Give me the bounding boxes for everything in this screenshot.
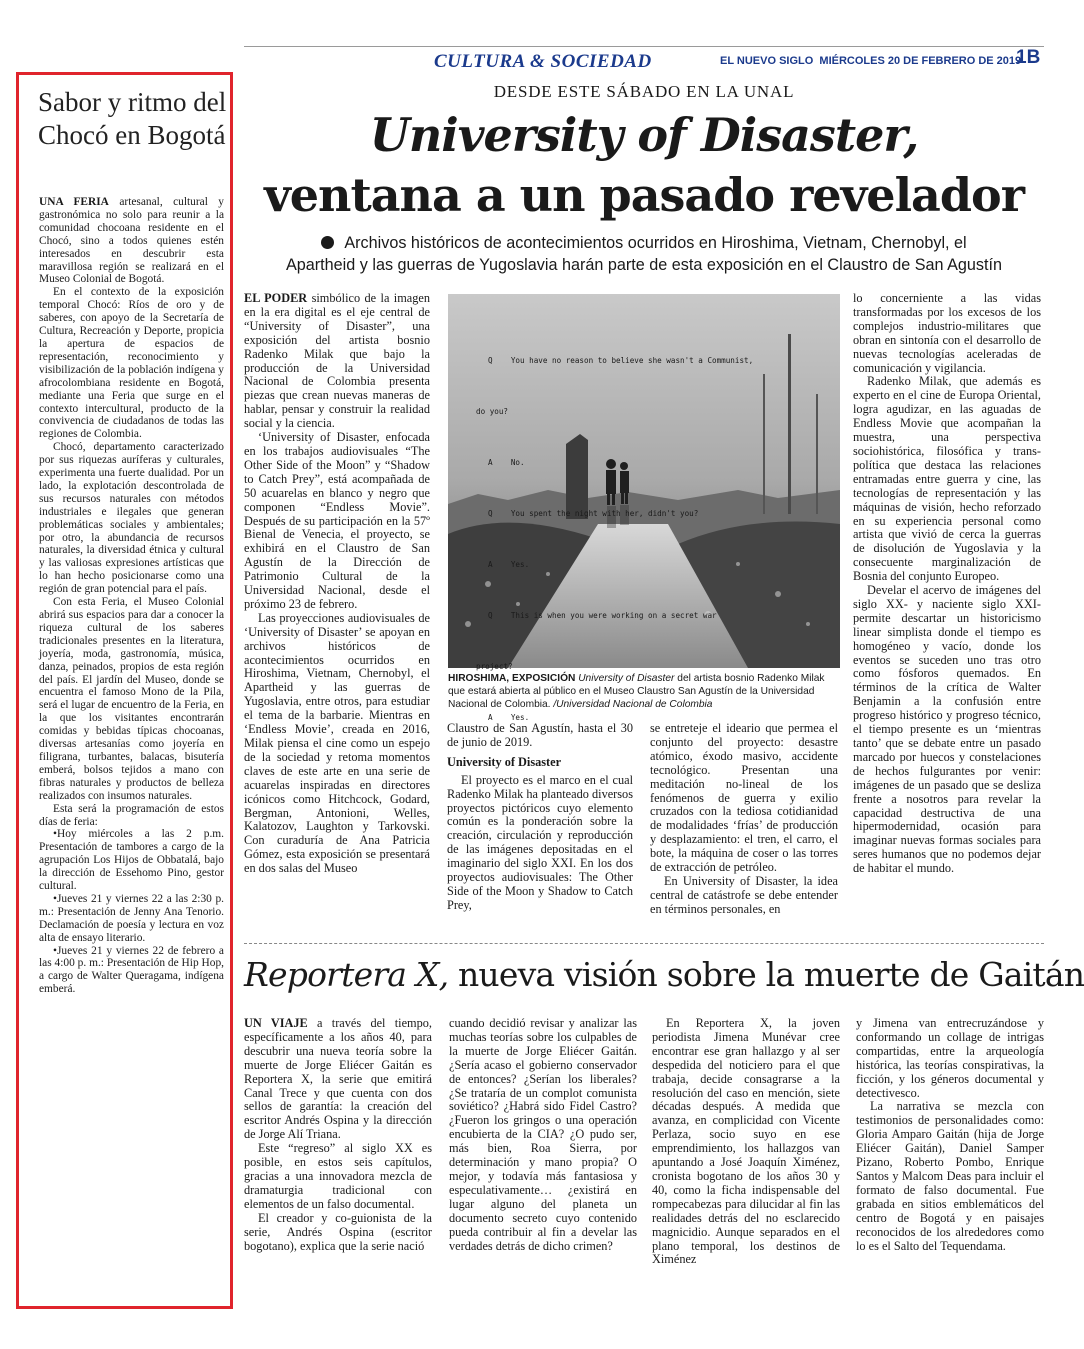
sidebar-paragraph: Con esta Feria, el Museo Colonial abrirá sus espacios para dar a conocer la riqueza cultural de los saberes tradicionales presentes en la literatura, joyería, moda, gastronomía, música, danza, peinados, propios de esta región del país. El jardín del Museo, donde se encuentra el famoso Mono de la Pila, será el lugar de encuentro de la Feria, en la que los visitantes encontrarán comidas y bebidas típicas chocoanas, diversas artesanías como joyería en filigrana, turbantes, balacas, bisutería emberá, bolsos tejidos a mano con fibras naturales y productos de belleza realizados con insumos naturales. <box>39 596 224 802</box>
sidebar-paragraph: Esta será la programación de estos días de feria: <box>39 802 224 828</box>
bullet-icon <box>321 236 334 249</box>
article-paragraph: Radenko Milak, que además es experto en el cine de Europa Oriental, logra agudizar, en las aguadas de Endless Movie que acompañan la muestra, una perspectiva sociohistórica, filosófica y trans-política que destaca las relaciones entramadas entre guerra y cine, las tecnologías de representación y las máquinas de visión, hecho reforzado en su experiencia personal como artista que vivió de cerca la guerras de disolución de Yugoslavia y la consecuente marginalización de Bosnia del conjunto Europeo. <box>853 374 1041 584</box>
article-paragraph: Las proyecciones audiovisuales de ‘University of Disaster’ se apoyan en archivos históricos de acontecimientos ocurridos en Hiroshima, Vietnam, Chernobyl, el Apartheid y las guerras de Yugoslavia, entre otros, para estudiar el tema de la barbarie. Mientras en ‘Endless Movie’, creada en 2016, Milak piensa el cine como un espejo de la sociedad y retoma momentos claves de este arte en una serie de acuarelas inspiradas en directores icónicos como Hitchcock, Godard, Bergman, Antonioni, Welles, Kalatozov, Laughton y Tarkovski. Con curaduría de Ana Patricia Gómez, esta exposición se presentará en dos salas del Museo <box>244 610 430 876</box>
second-article-column-2: cuando decidió revisar y analizar las muchas teorías sobre los culpables de la muerte de Jorge Eliécer Gaitán. ¿Sería acaso el gobierno conservador de entonces? ¿Serían los liberales? ¿Se trataría de un complot comunista soviético? ¿Habrá sido Fidel Castro? ¿Fueron los gringos o una operación encubierta de la CIA? ¿O pudo ser, más bien, Roa Sierra, por determinación y mano propia? O mejor, y todavía más fantasiosa y especulativamente… ¿existirá en lugar alguno del planeta un documento secreto cuyo contenido pueda contribuir al fin a develar las verdades detrás de dicho crimen? <box>449 1016 637 1253</box>
article-paragraph: En Reportera X, la joven periodista Jimena Munévar cree encontrar ese gran hallazgo y al ser despedida del noticiero para el que trabaja, decide consagrarse a la resolución del caso en mención, siete décadas después. A medida que avanza, en complicidad con Vicente Perlaza, socio suyo en ese emprendimiento, los hallazgos van apuntando a José Joaquín Ximénez, cronista bogotano de los años 30 y 40, como la ficha indispensable del rompecabezas para dilucidar al fin las realidades detrás del no esclarecido magnicidio. Aunque separados en el plano temporal, los destinos de Ximénez <box>652 1016 840 1267</box>
article-paragraph: El creador y co-guionista de la serie, Andrés Ospina (escritor bogotano), explica que la serie nació <box>244 1210 432 1253</box>
page-number: 1B <box>1016 47 1041 68</box>
sidebar-schedule-item: •Jueves 21 y viernes 22 a las 2:30 p. m.: Presentación de Jenny Ana Tenorio. Declamación de poesía y lectura en voz alta de ensayo literario. <box>39 892 224 944</box>
second-article-column-4: y Jimena van entrecruzándose y conformando un collage de intrigas compartidas, entre la arqueología histórica, las teorías conspirativas, la ficción, y los géneros documental y detectivesco. La narrativa se mezcla con testimonios de personalidades como: Gloria Amparo Gaitán (hija de Jorge Eliécer Gaitán), Daniel Samper Pizano, Roberto Pombo, Enrique Santos y Malcom Deas para incluir el formato de falso documental. Fue grabada en sitios emblemáticos del centro de Bogotá y en paisajes reconocidos de los alrededores como lo es el Salto del Tequendama. <box>856 1016 1044 1253</box>
section-divider <box>244 943 1044 944</box>
second-article-column-1: UN VIAJE a través del tiempo, específicamente a los años 40, para descubrir una nueva teoría sobre la muerte de Jorge Eliécer Gaitán es Reportera X, la serie que emitirá Canal Trece y que cuenta con dos sellos de garantía: la creación del escritor Andrés Ospina y la dirección de Jorge Alí Triana. Este “regreso” al siglo XX es posible, en estos seis capítulos, gracias a una innovadora mezcla de dramaturgia tradicional con elementos de un falso documental. El creador y co-guionista de la serie, Andrés Ospina (escritor bogotano), explica que la serie nació <box>244 1016 432 1253</box>
article-column-2: Claustro de San Agustín, hasta el 30 de junio de 2019. University of Disaster El proyecto es el marco en el cual Radenko Milak ha planteado diversos proyectos pictóricos cuyo elemento común es la ponderación sobre la creación, circulación y reproducción de las imágenes depositadas en el imaginario del siglo XXI. En los dos proyectos audiovisuales: The Other Side of the Moon y Shadow to Catch Prey, <box>447 721 633 912</box>
article-deck: Archivos históricos de acontecimientos ocurridos en Hiroshima, Vietnam, Chernobyl, el Apartheid y las guerras de Yugoslavia harán parte de esta exposición en el Claustro de San Agustín <box>285 234 1002 274</box>
sidebar-lead: UNA FERIA <box>39 196 109 208</box>
second-headline: Reportera X, nueva visión sobre la muerte de Gaitán <box>244 955 1084 994</box>
article-paragraph: En University of Disaster, la idea central de catástrofe se debe entender en términos personales, en <box>650 873 838 916</box>
section-name: CULTURA & SOCIEDAD <box>434 51 652 72</box>
article-paragraph: Develar el acervo de imágenes del siglo XX- y naciente siglo XXI- permite descartar un historicismo linear simplista donde el tiempo es homogéneo y vacío, donde los eventos se suceden uno tras otro como fósforos quemados. En términos de la crítica de Walter Benjamin a la confusión entre progreso histórico y progreso técnico, el tiempo presente es un ‘mientras tanto’ que se debate entre un pasado marcado por huecos y constelaciones de hechos fulgurantes por venir: imágenes de un pasado que se desliza frente a nosotros para revelar la capacidad destructiva de una hipermodernidad, ocasión para imaginar nuevas formas sociales para seres humanos que no podemos dejar de habitar el mundo. <box>853 583 1041 876</box>
article-column-3: se entreteje el ideario que permea el conjunto del proyecto: desastre atómico, éxodo masivo, accidente tecnológico. Presentan una meditación no-lineal de los fenómenos de guerra y exilio cruzados con la tediosa cotidianidad de modalidades ‘frías’ de producción y desplazamiento: el tren, el carro, el bote, la máquina de coser o las torres de extracción de petróleo. En University of Disaster, la idea central de catástrofe se debe entender en términos personales, en <box>650 721 838 916</box>
sidebar-title: Sabor y ritmo del Chocó en Bogotá <box>38 87 227 150</box>
article-column-1: EL PODER simbólico de la imagen en la era digital es el eje central de “University of Disaster”, una exposición del artista bosnio Radenko Milak que bajo la producción de la Universidad Nacional de Colombia presenta piezas que crean nuevas maneras de hablar, pensar y construir la realidad social y la ciencia. ‘University of Disaster, enfocada en los trabajos audiovisuales “The Other Side of the Moon” y “Shadow to Catch Prey”, está acompañada de 50 acuarelas en blanco y negro que componen “Endless Movie”. Después de su participación en la 57º Bienal de Venecia, el proyecto, se exhibirá en el Claustro de San Agustín de la Dirección de Patrimonio Cultural de la Universidad Nacional, desde el próximo 23 de febrero. Las proyecciones audiovisuales de ‘University of Disaster’ se apoyan en archivos históricos de acontecimientos ocurridos en Hiroshima, Vietnam, Chernobyl, el Apartheid y las guerras de Yugoslavia, entre otros, para estudiar el tema de la barbarie. Mientras en ‘Endless Movie’, creada en 2016, Milak piensa el cine como un espejo de la sociedad y retoma momentos claves de este arte en una serie de acuarelas inspiradas en directores icónicos como Hitchcock, Godard, Bergman, Antonioni, Welles, Kalatozov, Laughton y Tarkovski. Con curaduría de Ana Patricia Gómez, esta exposición se presentará en dos salas del Museo <box>244 291 430 876</box>
article-lead: EL PODER <box>244 291 308 305</box>
article-paragraph: ‘University of Disaster, enfocada en los trabajos audiovisuales “The Other Side of the Moon” y “Shadow to Catch Prey”, está acompañada de 50 acuarelas en blanco y negro que componen “Endless Movie”. Después de su participación en la 57º Bienal de Venecia, el proyecto, se exhibirá en el Claustro de San Agustín de la Dirección de Patrimonio Cultural de la Universidad Nacional, desde el próximo 23 de febrero. <box>244 430 430 611</box>
sidebar-paragraph: Chocó, departamento caracterizado por sus riquezas auríferas y culturales, experimenta una fuerte dualidad. Por un lado, la explotación descontrolada de sus recursos naturales con métodos industriales e ilegales que generan problemáticas sociales y ambientales; por otro, la abundancia de recursos naturales, la diversidad étnica y cultural y las valiosas expresiones artísticas que lo han hecho posicionarse como una región de gran potencial para el país. <box>39 441 224 596</box>
headline-line-2: ventana a un pasado revelador <box>264 168 1024 222</box>
typed-transcript: Q You have no reason to believe she wasn't a Communist, do you? A No. Q You spent the night with her, didn't you? A Yes. Q This is when you were working on a secret war project? A Yes. <box>476 356 754 722</box>
article-column-4: lo concerniente a las vidas transformadas por los excesos de los complejos industrio-militares que obran en sintonía con el desarrollo de nuevas tecnologías aceleradas de comunicación y vigilancia. Radenko Milak, que además es experto en el cine de Europa Oriental, logra agudizar, en las aguadas de Endless Movie que acompañan la muestra, una perspectiva sociohistórica, filosófica y trans-política que destaca las relaciones entramadas entre guerra y cine, las tecnologías de representación y las máquinas de visión, hecho reforzado en su experiencia personal como artista que vivió de cerca la guerras de disolución de Yugoslavia y la consecuente marginalización de Bosnia del conjunto Europeo. Develar el acervo de imágenes del siglo XX- y naciente siglo XXI- permite descartar un historicismo linear simplista donde el tiempo es homogéneo y vacío, donde los eventos se suceden uno tras otro como fósforos quemados. En términos de la crítica de Walter Benjamin a la confusión entre progreso histórico y progreso técnico, el tiempo presente es un ‘mientras tanto’ que se debate entre un pasado marcado por huecos y constelaciones de hechos fulgurantes por venir: imágenes de un pasado que se desliza frente a nosotros para revelar la capacidad destructiva de una hipermodernidad, ocasión para imaginar nuevas formas sociales para seres humanos que no podemos dejar de habitar el mundo. <box>853 291 1041 876</box>
sidebar-schedule-item: •Jueves 21 y viernes 22 de febrero a las 4:00 p. m.: Presentación de Hip Hop, a cargo de Walter Queragama, indígena emberá. <box>39 944 224 996</box>
newspaper-date: EL NUEVO SIGLO MIÉRCOLES 20 DE FEBRERO DE 2019 <box>720 55 1022 67</box>
sidebar-paragraph: UNA FERIA artesanal, cultural y gastronómica no solo para reunir a la comunidad chocoana residente en el Chocó, sino a todos quienes estén interesados en descubrir esta maravillosa región se realizará en el Museo Colonial de Bogotá. <box>39 196 224 286</box>
article-subhead: University of Disaster <box>447 754 562 769</box>
sidebar-schedule-item: •Hoy miércoles a las 2 p.m. Presentación de tambores a cargo de la agrupación Los Hijos de Obbatalá, bajo la dirección de Essehomo Pino, gestor cultural. <box>39 828 224 893</box>
article-paragraph: Este “regreso” al siglo XX es posible, en estos seis capítulos, gracias a una innovadora mezcla de dramaturgia tradicional con elementos de un falso documental. <box>244 1141 432 1211</box>
headline-line-1: University of Disaster, <box>369 108 919 162</box>
article-kicker: DESDE ESTE SÁBADO EN LA UNAL <box>493 82 795 101</box>
photo-caption: HIROSHIMA, EXPOSICIÓN University of Disaster del artista bosnio Radenko Milak que estará abierta al público en el Museo Claustro San Agustín de la Universidad Nacional de Colombia. /Universidad Nacional de Colombia <box>448 673 825 710</box>
sidebar-paragraph: En el contexto de la exposición temporal Chocó: Ríos de oro y de saberes, con apoyo de la Secretaría de Cultura, Recreación y Deporte, propicia la apertura de espacios de representación, reconocimiento y visibilización de la población indígena y afrocolombiana residente en Bogotá, mediante una Feria que surge en el contexto intercultural, producto de la convivencia de ciudadanos de todas las regiones de Colombia. <box>39 286 224 441</box>
second-article-lead: UN VIAJE <box>244 1016 308 1030</box>
article-paragraph: El proyecto es el marco en el cual Radenko Milak ha planteado diversos proyectos pictóricos cuyo elemento común es la ponderación sobre la creación, circulación y reproducción de las imágenes depositadas en el imaginario del siglo XXI. En los dos proyectos audiovisuales: The Other Side of the Moon y Shadow to Catch Prey, <box>447 772 633 912</box>
sidebar-article-body <box>39 196 224 996</box>
photo-credit: /Universidad Nacional de Colombia <box>553 699 713 710</box>
article-paragraph: La narrativa se mezcla con testimonios de personalidades como: Gloria Amparo Gaitán (hija de Jorge Eliécer Gaitán), Daniel Samper Pizano, Roberto Pombo, Enrique Santos y Malcom Deas para incluir el formato de falso documental. Fue grabada en sitios emblemáticos del centro de Bogotá y en paisajes reconocidos de los alrededores como lo es el Salto del Tequendama. <box>856 1099 1044 1253</box>
second-article-column-3 <box>652 1017 840 1267</box>
